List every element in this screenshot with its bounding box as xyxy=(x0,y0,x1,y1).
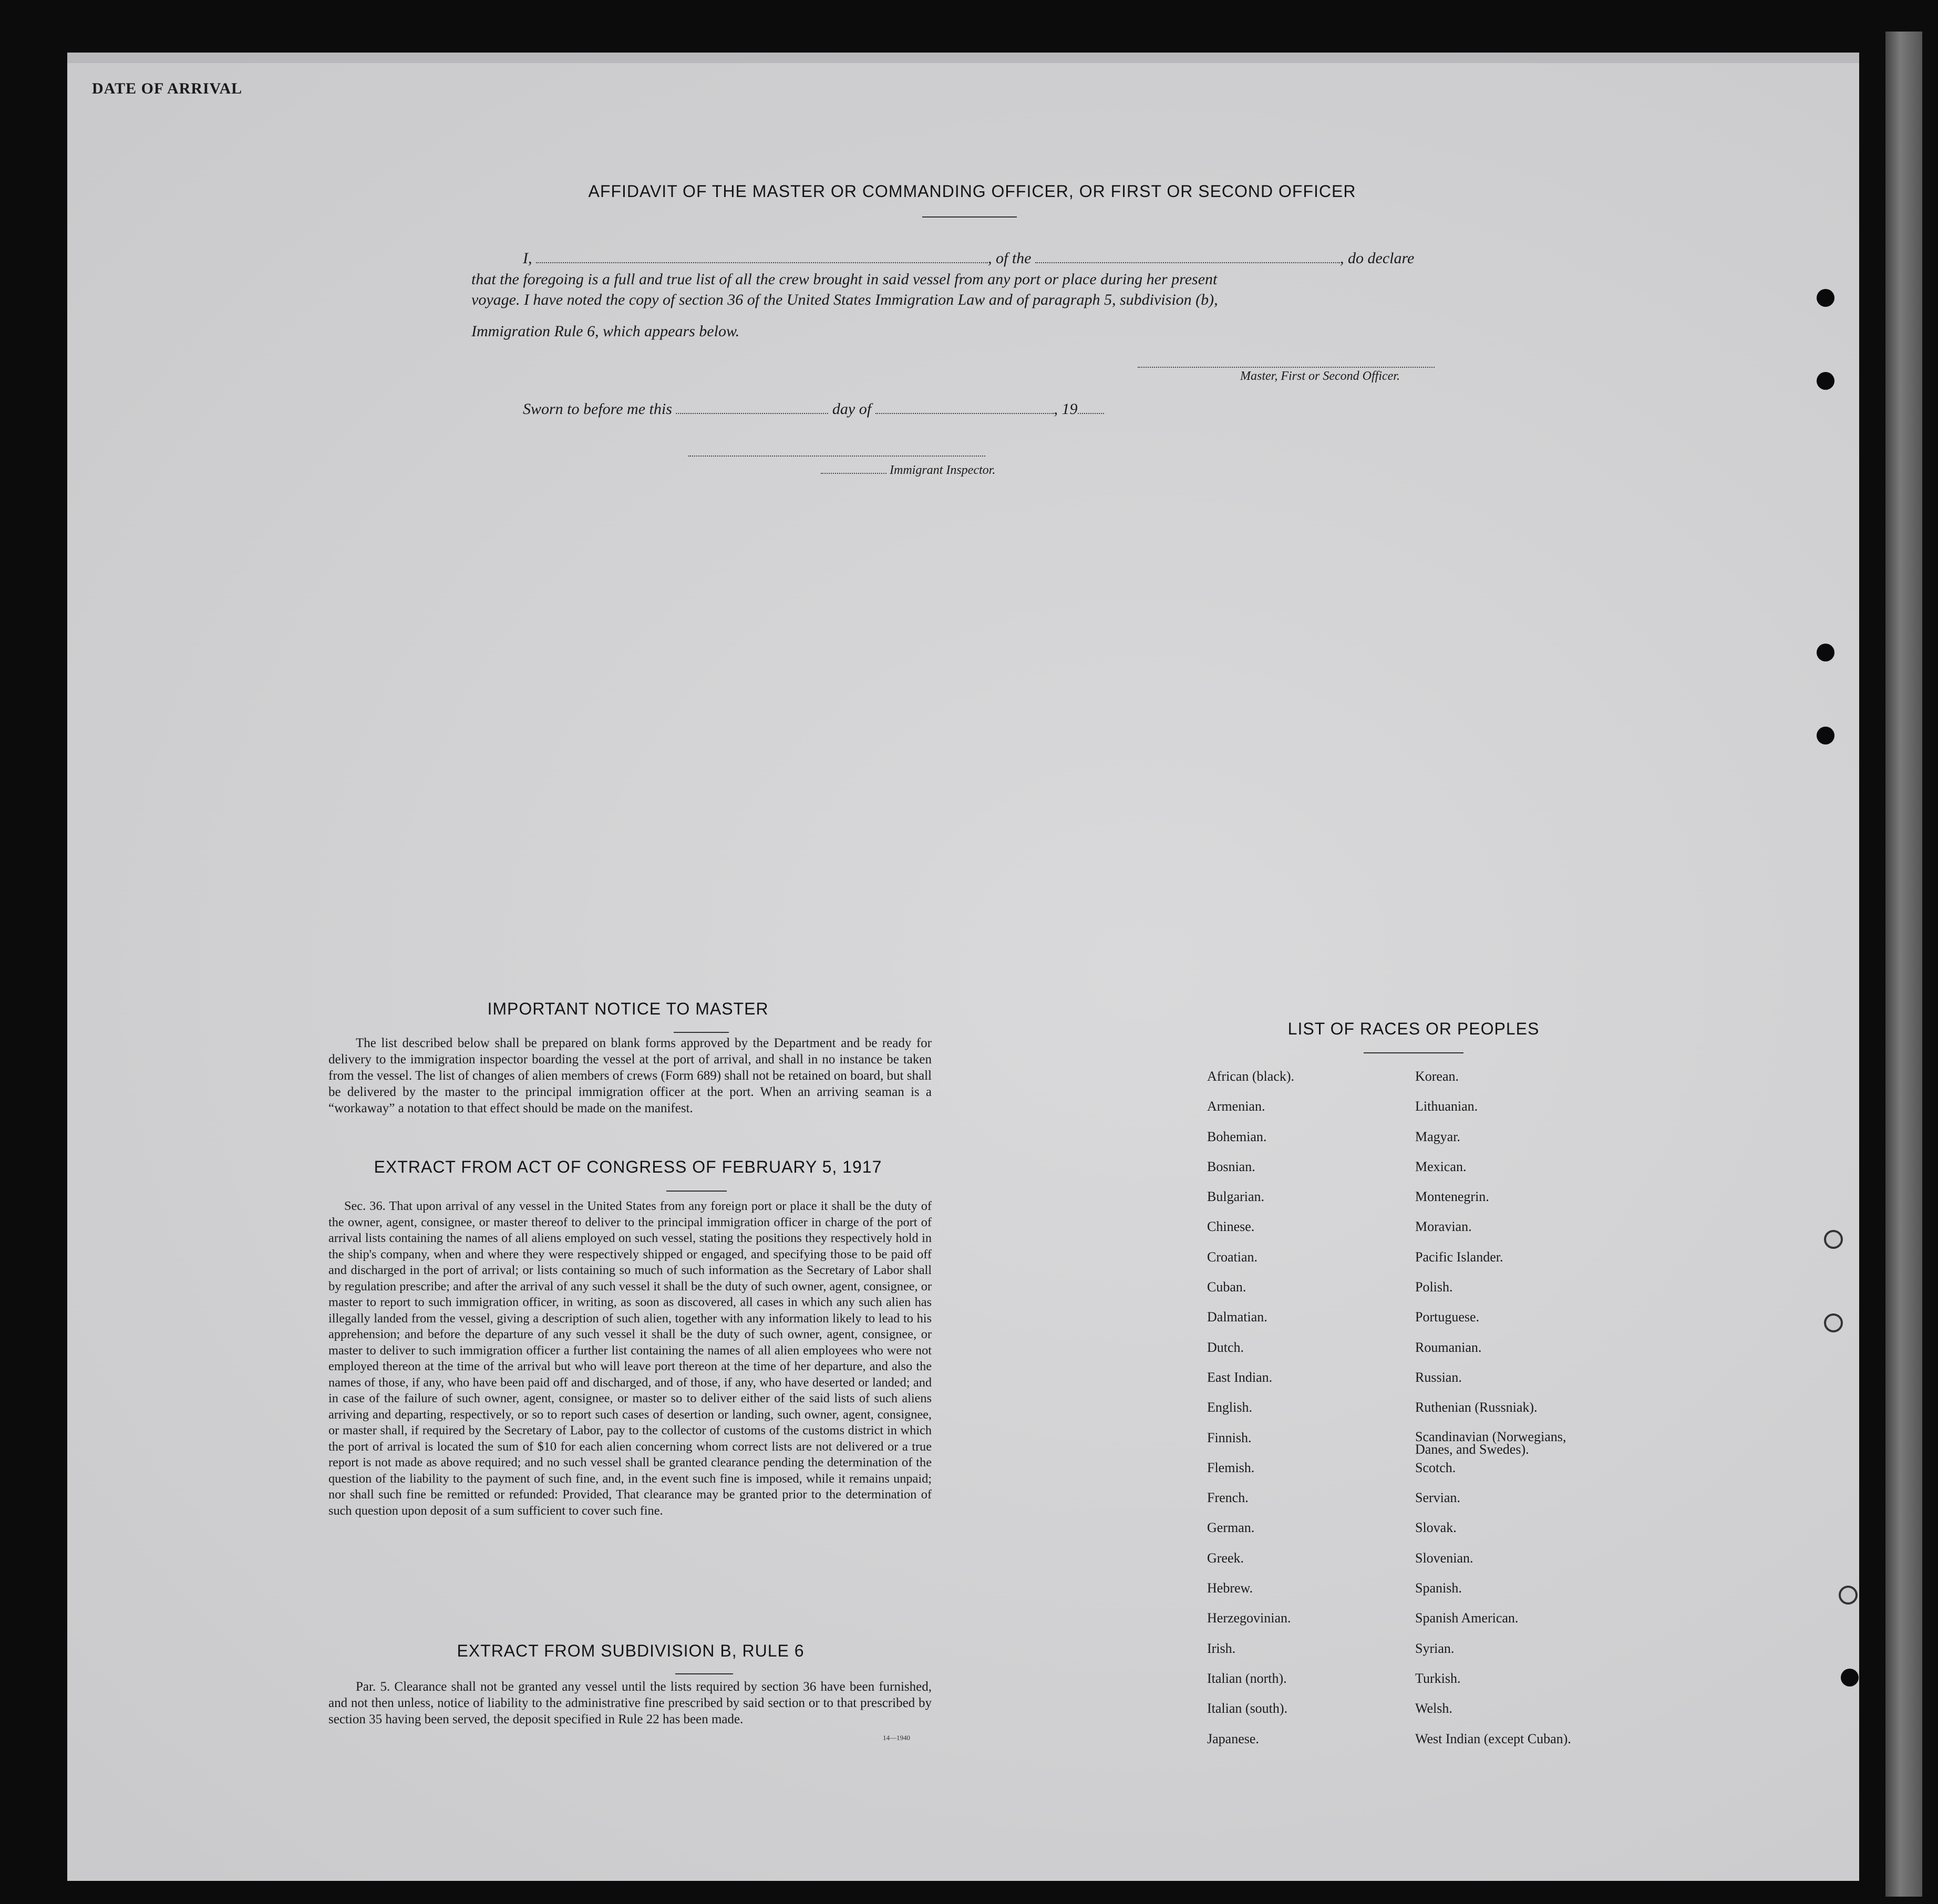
race-item: Italian (north). xyxy=(1207,1670,1287,1686)
binder-hole-icon xyxy=(1824,1313,1843,1332)
race-item: Flemish. xyxy=(1207,1460,1255,1475)
affidavit-line-4: Immigration Rule 6, which appears below. xyxy=(471,323,740,340)
affidavit-line1-start: I, xyxy=(523,250,532,267)
inspector-signature-line[interactable] xyxy=(688,456,985,458)
sworn-start: Sworn to before me this xyxy=(523,400,672,418)
binder-hole-icon xyxy=(1841,1669,1859,1686)
race-item: Welsh. xyxy=(1415,1701,1452,1716)
race-item: Scandinavian (Norwegians, Danes, and Swedes). xyxy=(1415,1429,1566,1457)
date-of-arrival-label: DATE OF ARRIVAL xyxy=(92,80,243,97)
race-item: Korean. xyxy=(1415,1069,1459,1084)
race-item: Chinese. xyxy=(1207,1219,1255,1235)
race-item: Polish. xyxy=(1415,1279,1453,1295)
master-signature-label: Master, First or Second Officer. xyxy=(1240,369,1400,383)
race-item: West Indian (except Cuban). xyxy=(1415,1731,1571,1746)
rule-title: EXTRACT FROM SUBDIVISION B, RULE 6 xyxy=(457,1641,805,1660)
races-title-rule xyxy=(1364,1052,1463,1053)
race-item: Italian (south). xyxy=(1207,1701,1288,1716)
race-item: Montenegrin. xyxy=(1415,1189,1489,1205)
race-item: Pacific Islander. xyxy=(1415,1249,1503,1265)
form-number: 14—1940 xyxy=(883,1734,910,1742)
act-text: Sec. 36. That upon arrival of any vessel in the United States from any foreign port or place it shall be the duty of the owner, agent, consignee, or master thereof to deliver to the principal immigration officer in charge of the port of arrival lists containing the names of all aliens employed on such vessel, stating the positions they respectively hold in the ship's company, when and where they were respectively shipped or engaged, and specifying those to be paid off and discharged in the port of arrival; or lists containing so much of such information as the Secretary of Labor shall by regulation prescribe; and after the arrival of any such vessel it shall be the duty of such owner, agent, consignee, or master to report to such immigration officer, in writing, as soon as discovered, all cases in which any such alien has illegally landed from the vessel, giving a description of such alien, together with any information likely to lead to his apprehension; and before the departure of any such vessel it shall be the duty of such owner, agent, consignee, or master to deliver to such immigration officer a further list containing the names of all alien employees who were not employed thereon at the time of the arrival but who will leave port thereon at the time of her departure, and also the names of those, if any, who have been paid off and discharged, and of those, if any, who have deserted or landed; and in case of the failure of such owner, agent, consignee, or master so to deliver either of the said lists of such aliens arriving and departing, respectively, or so to report such cases of desertion or landing, such owner, agent, consignee, or master shall, if required by the Secretary of Labor, pay to the collector of customs of the customs district in which the port of arrival is located the sum of $10 for each alien concerning whom correct lists are not delivered or a true report is not made as above required; and no such vessel shall be granted clearance pending the determination of the question of the liability to the payment of such fine, and, in the event such fine is imposed, while it remains unpaid; nor shall such fine be remitted or refunded: Provided, That clearance may be granted prior to the determination of such question upon deposit of a sum sufficient to cover such fine. xyxy=(328,1199,932,1518)
adjacent-page-edge xyxy=(1885,32,1922,1897)
race-item: Spanish. xyxy=(1415,1580,1462,1596)
notice-title: IMPORTANT NOTICE TO MASTER xyxy=(487,999,769,1018)
races-column-1 xyxy=(1207,1069,1407,1762)
affidavit-line-1 xyxy=(523,250,1414,267)
race-item: Spanish American. xyxy=(1415,1610,1519,1626)
act-title: EXTRACT FROM ACT OF CONGRESS OF FEBRUARY 5, 1917 xyxy=(374,1157,882,1176)
race-item: Lithuanian. xyxy=(1415,1099,1478,1114)
race-item: Croatian. xyxy=(1207,1249,1258,1265)
race-item: Slovak. xyxy=(1415,1520,1457,1536)
race-item: Greek. xyxy=(1207,1550,1244,1566)
notice-text: The list described below shall be prepared on blank forms approved by the Department and be ready for delivery to the immigration inspector boarding the vessel at the port of arrival, and shall in no instance be taken from the vessel. The list of changes of alien members of crews (Form 689) shall not be retained on board, but shall be delivered by the master to the principal immigration officer at the port. When an arriving seaman is a “workaway” a notation to that effect should be made on the manifest. xyxy=(328,1036,932,1115)
race-item: Russian. xyxy=(1415,1369,1462,1385)
race-item: Slovenian. xyxy=(1415,1550,1473,1566)
race-item: Bulgarian. xyxy=(1207,1189,1265,1205)
race-item: Turkish. xyxy=(1415,1670,1461,1686)
binder-hole-icon xyxy=(1817,644,1834,661)
affidavit-line-2: that the foregoing is a full and true list of all the crew brought in said vessel from any port or place during her present xyxy=(471,271,1218,288)
sworn-month-field[interactable] xyxy=(875,412,1054,414)
race-item: Dalmatian. xyxy=(1207,1309,1267,1325)
race-item: Scotch. xyxy=(1415,1460,1456,1475)
race-item: Bosnian. xyxy=(1207,1158,1255,1174)
race-item: Moravian. xyxy=(1415,1219,1472,1235)
affidavit-line-3: voyage. I have noted the copy of section 36 of the United States Immigration Law and of paragraph 5, subdivision (b), xyxy=(471,291,1218,308)
race-item: Servian. xyxy=(1415,1490,1460,1506)
affidavit-line1-end: , do declare xyxy=(1340,250,1415,267)
sworn-date-field[interactable] xyxy=(676,412,828,414)
races-column-2 xyxy=(1415,1069,1615,1762)
race-item: Hebrew. xyxy=(1207,1580,1253,1596)
inspector-label-text: Immigrant Inspector. xyxy=(890,463,996,477)
sworn-mid: day of xyxy=(832,400,872,418)
race-item: Syrian. xyxy=(1415,1640,1455,1656)
affidavit-title: AFFIDAVIT OF THE MASTER OR COMMANDING OFFICER, OR FIRST OR SECOND OFFICER xyxy=(588,182,1356,201)
race-item: Herzegovinian. xyxy=(1207,1610,1291,1626)
vessel-name-field[interactable] xyxy=(1035,262,1340,263)
act-title-rule xyxy=(666,1191,727,1192)
race-item: East Indian. xyxy=(1207,1369,1273,1385)
race-item: Roumanian. xyxy=(1415,1339,1482,1355)
race-item: Cuban. xyxy=(1207,1279,1246,1295)
race-item: Armenian. xyxy=(1207,1099,1265,1114)
binder-hole-icon xyxy=(1817,372,1834,390)
sworn-line xyxy=(523,400,1104,418)
race-item: African (black). xyxy=(1207,1069,1295,1084)
master-name-field[interactable] xyxy=(536,262,988,263)
notice-title-rule xyxy=(674,1032,729,1033)
sworn-end: , 19 xyxy=(1054,400,1078,418)
race-item: English. xyxy=(1207,1400,1252,1415)
race-item: Dutch. xyxy=(1207,1339,1244,1355)
race-item: French. xyxy=(1207,1490,1249,1506)
races-title: LIST OF RACES OR PEOPLES xyxy=(1287,1019,1540,1038)
master-signature-line[interactable] xyxy=(1138,367,1435,369)
rule-text: Par. 5. Clearance shall not be granted any vessel until the lists required by section 36 have been furnished, and not then unless, notice of liability to the administrative fine prescribed by said section or to that prescribed by section 35 having been served, the deposit specified in Rule 22 has been made. xyxy=(328,1680,932,1726)
race-item: Portuguese. xyxy=(1415,1309,1480,1325)
race-item: German. xyxy=(1207,1520,1255,1536)
binder-hole-icon xyxy=(1839,1586,1858,1605)
race-item: Mexican. xyxy=(1415,1158,1467,1174)
affidavit-title-rule xyxy=(922,216,1017,218)
race-item: Finnish. xyxy=(1207,1430,1252,1445)
inspector-label xyxy=(821,463,995,478)
binder-hole-icon xyxy=(1817,727,1834,744)
race-item: Ruthenian (Russniak). xyxy=(1415,1400,1538,1415)
binder-hole-icon xyxy=(1824,1230,1843,1249)
inspector-name-field[interactable] xyxy=(821,472,886,474)
race-item: Irish. xyxy=(1207,1640,1236,1656)
rule-title-rule xyxy=(675,1673,733,1674)
binder-hole-icon xyxy=(1817,289,1834,307)
sworn-year-field[interactable] xyxy=(1078,412,1104,414)
race-item: Bohemian. xyxy=(1207,1129,1267,1144)
race-item: Magyar. xyxy=(1415,1129,1460,1144)
affidavit-line1-mid: , of the xyxy=(988,250,1032,267)
race-item: Japanese. xyxy=(1207,1731,1259,1746)
